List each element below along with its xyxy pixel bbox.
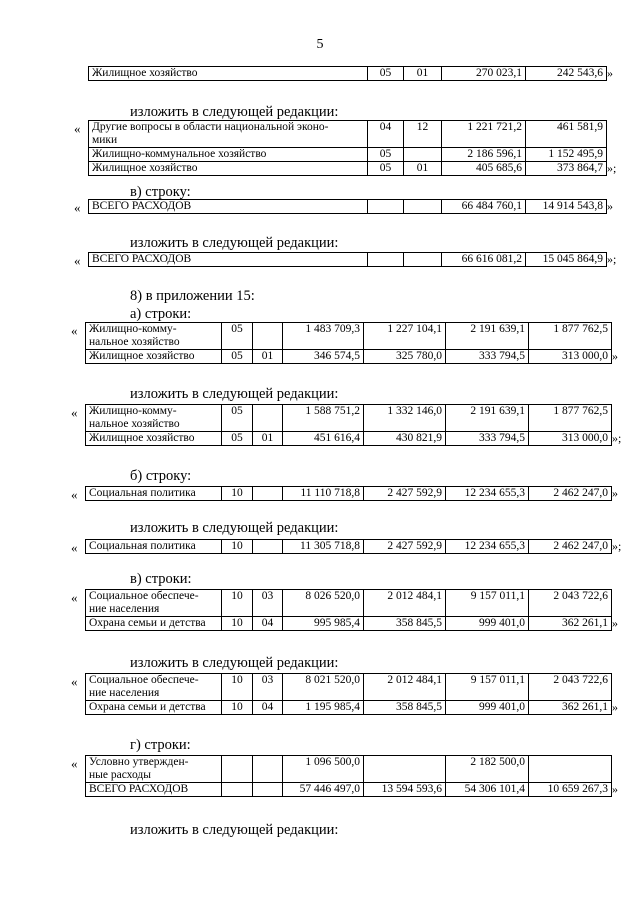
- budget-table: [85, 322, 612, 364]
- amount-cell: [364, 756, 446, 783]
- amount-cell: 1 152 495,9: [526, 148, 607, 162]
- page-number: 5: [316, 37, 324, 52]
- row-name-cell: Социальная политика: [86, 540, 222, 554]
- amount-cell: 2 012 484,1: [364, 674, 446, 701]
- code-cell: 10: [222, 617, 253, 631]
- code-cell: [253, 783, 283, 797]
- section-heading: в) строки:: [130, 571, 192, 587]
- row-name-cell: Социальная политика: [86, 487, 222, 501]
- table-row: [86, 783, 612, 797]
- amount-cell: 1 877 762,5: [529, 323, 612, 350]
- amount-cell: 1 877 762,5: [529, 405, 612, 432]
- amount-cell: 57 446 497,0: [283, 783, 364, 797]
- close-quote-mark: »: [612, 486, 618, 500]
- close-quote-mark: »: [612, 782, 618, 796]
- budget-table: [88, 199, 607, 214]
- close-quote-mark: »: [607, 199, 613, 213]
- amount-cell: 2 012 484,1: [364, 590, 446, 617]
- close-quote-mark: »: [607, 66, 613, 80]
- table-row: [86, 540, 612, 554]
- code-cell: [404, 200, 442, 214]
- open-quote-mark: «: [71, 540, 78, 555]
- code-cell: 01: [253, 350, 283, 364]
- budget-table: [85, 673, 612, 715]
- amount-cell: 66 616 081,2: [442, 253, 526, 267]
- amount-cell: 12 234 655,3: [446, 487, 529, 501]
- code-cell: 01: [404, 162, 442, 176]
- table-row: [89, 67, 607, 81]
- section-heading: г) строки:: [130, 737, 191, 753]
- amount-cell: 2 186 596,1: [442, 148, 526, 162]
- budget-table: [85, 539, 612, 554]
- amount-cell: 1 195 985,4: [283, 701, 364, 715]
- code-cell: [253, 487, 283, 501]
- row-name-cell: Социальное обеспече- ние населения: [86, 674, 222, 701]
- open-quote-mark: «: [71, 405, 78, 420]
- code-cell: [253, 405, 283, 432]
- amount-cell: 451 616,4: [283, 432, 364, 446]
- table-row: [86, 350, 612, 364]
- code-cell: [404, 148, 442, 162]
- code-cell: 01: [253, 432, 283, 446]
- amount-cell: 66 484 760,1: [442, 200, 526, 214]
- open-quote-mark: «: [71, 323, 78, 338]
- code-cell: 04: [253, 617, 283, 631]
- row-name-cell: Условно утвержден- ные расходы: [86, 756, 222, 783]
- budget-table: [85, 486, 612, 501]
- amount-cell: 270 023,1: [442, 67, 526, 81]
- code-cell: [253, 540, 283, 554]
- amount-cell: 2 043 722,6: [529, 590, 612, 617]
- code-cell: [253, 323, 283, 350]
- row-name-cell: Жилищное хозяйство: [86, 432, 222, 446]
- close-quote-mark: »: [612, 616, 618, 630]
- code-cell: 04: [253, 701, 283, 715]
- code-cell: [368, 200, 404, 214]
- amount-cell: 362 261,1: [529, 701, 612, 715]
- code-cell: [253, 756, 283, 783]
- amount-cell: 405 685,6: [442, 162, 526, 176]
- row-name-cell: ВСЕГО РАСХОДОВ: [86, 783, 222, 797]
- row-name-cell: ВСЕГО РАСХОДОВ: [89, 253, 368, 267]
- amount-cell: 1 221 721,2: [442, 121, 526, 148]
- amount-cell: 12 234 655,3: [446, 540, 529, 554]
- table-row: [86, 590, 612, 617]
- amount-cell: 461 581,9: [526, 121, 607, 148]
- open-quote-mark: «: [71, 487, 78, 502]
- table-row: [89, 121, 607, 148]
- table-row: [89, 200, 607, 214]
- budget-table: [88, 252, 607, 267]
- code-cell: [368, 253, 404, 267]
- section-heading: в) строку:: [130, 184, 191, 200]
- amount-cell: 313 000,0: [529, 350, 612, 364]
- amount-cell: 373 864,7: [526, 162, 607, 176]
- close-quote-mark: »;: [612, 431, 622, 445]
- section-heading: изложить в следующей редакции:: [130, 520, 339, 536]
- amount-cell: 1 483 709,3: [283, 323, 364, 350]
- budget-table: [85, 589, 612, 631]
- amount-cell: 313 000,0: [529, 432, 612, 446]
- amount-cell: 333 794,5: [446, 350, 529, 364]
- row-name-cell: Социальное обеспече- ние населения: [86, 590, 222, 617]
- code-cell: 05: [368, 162, 404, 176]
- open-quote-mark: «: [71, 590, 78, 605]
- amount-cell: 995 985,4: [283, 617, 364, 631]
- code-cell: 10: [222, 540, 253, 554]
- table-row: [86, 432, 612, 446]
- row-name-cell: Жилищно-коммунальное хозяйство: [89, 148, 368, 162]
- amount-cell: 2 043 722,6: [529, 674, 612, 701]
- table-row: [89, 162, 607, 176]
- code-cell: 05: [222, 350, 253, 364]
- table-row: [89, 253, 607, 267]
- table-row: [86, 323, 612, 350]
- amount-cell: 999 401,0: [446, 617, 529, 631]
- amount-cell: 2 427 592,9: [364, 540, 446, 554]
- section-heading: изложить в следующей редакции:: [130, 655, 339, 671]
- close-quote-mark: »;: [612, 539, 622, 553]
- code-cell: 10: [222, 590, 253, 617]
- code-cell: 10: [222, 674, 253, 701]
- amount-cell: 2 462 247,0: [529, 487, 612, 501]
- code-cell: 05: [368, 67, 404, 81]
- open-quote-mark: «: [74, 200, 81, 215]
- amount-cell: 9 157 011,1: [446, 674, 529, 701]
- code-cell: 04: [368, 121, 404, 148]
- code-cell: 01: [404, 67, 442, 81]
- row-name-cell: Жилищно-комму- нальное хозяйство: [86, 405, 222, 432]
- section-heading: изложить в следующей редакции:: [130, 822, 339, 838]
- section-heading: изложить в следующей редакции:: [130, 235, 339, 251]
- section-heading: 8) в приложении 15:: [130, 288, 255, 304]
- budget-table: [85, 755, 612, 797]
- close-quote-mark: »: [612, 349, 618, 363]
- code-cell: [222, 756, 253, 783]
- row-name-cell: Жилищно-комму- нальное хозяйство: [86, 323, 222, 350]
- table-row: [89, 148, 607, 162]
- amount-cell: 11 305 718,8: [283, 540, 364, 554]
- code-cell: 05: [368, 148, 404, 162]
- amount-cell: 1 588 751,2: [283, 405, 364, 432]
- row-name-cell: Охрана семьи и детства: [86, 701, 222, 715]
- row-name-cell: Другие вопросы в области национальной эконо- мики: [89, 121, 368, 148]
- amount-cell: 2 191 639,1: [446, 405, 529, 432]
- amount-cell: 362 261,1: [529, 617, 612, 631]
- open-quote-mark: «: [71, 756, 78, 771]
- table-row: [86, 405, 612, 432]
- table-row: [86, 617, 612, 631]
- amount-cell: 9 157 011,1: [446, 590, 529, 617]
- amount-cell: 358 845,5: [364, 701, 446, 715]
- amount-cell: 1 096 500,0: [283, 756, 364, 783]
- row-name-cell: Жилищное хозяйство: [89, 67, 368, 81]
- code-cell: 05: [222, 432, 253, 446]
- row-name-cell: Жилищное хозяйство: [86, 350, 222, 364]
- amount-cell: 2 191 639,1: [446, 323, 529, 350]
- budget-table: [88, 120, 607, 176]
- row-name-cell: Жилищное хозяйство: [89, 162, 368, 176]
- amount-cell: 242 543,6: [526, 67, 607, 81]
- amount-cell: [529, 756, 612, 783]
- amount-cell: 346 574,5: [283, 350, 364, 364]
- amount-cell: 1 332 146,0: [364, 405, 446, 432]
- amount-cell: 8 021 520,0: [283, 674, 364, 701]
- section-heading: изложить в следующей редакции:: [130, 104, 339, 120]
- row-name-cell: Охрана семьи и детства: [86, 617, 222, 631]
- amount-cell: 1 227 104,1: [364, 323, 446, 350]
- code-cell: 03: [253, 590, 283, 617]
- table-row: [86, 487, 612, 501]
- section-heading: изложить в следующей редакции:: [130, 386, 339, 402]
- amount-cell: 8 026 520,0: [283, 590, 364, 617]
- open-quote-mark: «: [74, 253, 81, 268]
- table-row: [86, 756, 612, 783]
- code-cell: 05: [222, 405, 253, 432]
- section-subheading: а) строки:: [130, 306, 192, 322]
- close-quote-mark: »;: [607, 252, 617, 266]
- amount-cell: 2 462 247,0: [529, 540, 612, 554]
- amount-cell: 54 306 101,4: [446, 783, 529, 797]
- amount-cell: 2 427 592,9: [364, 487, 446, 501]
- close-quote-mark: »: [612, 700, 618, 714]
- amount-cell: 430 821,9: [364, 432, 446, 446]
- code-cell: [222, 783, 253, 797]
- code-cell: [404, 253, 442, 267]
- open-quote-mark: «: [74, 121, 81, 136]
- amount-cell: 14 914 543,8: [526, 200, 607, 214]
- table-row: [86, 701, 612, 715]
- code-cell: 03: [253, 674, 283, 701]
- code-cell: 05: [222, 323, 253, 350]
- amount-cell: 13 594 593,6: [364, 783, 446, 797]
- open-quote-mark: «: [71, 674, 78, 689]
- amount-cell: 333 794,5: [446, 432, 529, 446]
- code-cell: 10: [222, 487, 253, 501]
- close-quote-mark: »;: [607, 161, 617, 175]
- amount-cell: 325 780,0: [364, 350, 446, 364]
- amount-cell: 15 045 864,9: [526, 253, 607, 267]
- budget-table: [88, 66, 607, 81]
- amount-cell: 999 401,0: [446, 701, 529, 715]
- section-heading: б) строку:: [130, 468, 192, 484]
- code-cell: 10: [222, 701, 253, 715]
- row-name-cell: ВСЕГО РАСХОДОВ: [89, 200, 368, 214]
- amount-cell: 10 659 267,3: [529, 783, 612, 797]
- amount-cell: 11 110 718,8: [283, 487, 364, 501]
- code-cell: 12: [404, 121, 442, 148]
- table-row: [86, 674, 612, 701]
- amount-cell: 358 845,5: [364, 617, 446, 631]
- amount-cell: 2 182 500,0: [446, 756, 529, 783]
- budget-table: [85, 404, 612, 446]
